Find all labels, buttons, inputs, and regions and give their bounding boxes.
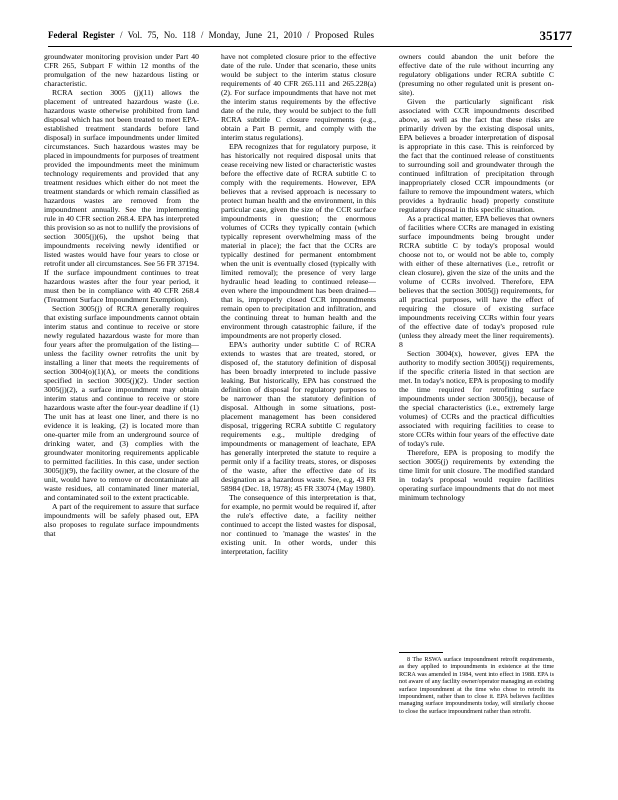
paragraph: groundwater monitoring provision under Part 40 CFR 265, Subpart F within 12 months of the promulgation of the new hazardous listing or characteristic. — [44, 52, 199, 88]
paragraph: Section 3005(j) of RCRA generally requires that existing surface impoundments cannot obtain interim status and continue to receive or store newly regulated hazardous waste for more than four years after the promulgation of the listing—unless the facility owner retrofits the unit by installing a liner that meets the requirements of section 3004(o)(1)(A), or meets the conditions specified in section 3005(j)(2). Under section 3005(j)(2), a surface impoundment may obtain interim status and continue to receive or store hazardous waste after the four-year deadline if (1) The unit has at least one liner, and there is no evidence it is leaking, (2) is located more than one-quarter mile from an underground source of drinking water, and (3) complies with the groundwater monitoring requirements applicable to permitted facilities. In this case, under section 3005(j)(9), the facility owner, at the closure of the unit, would have to remove or decontaminate all waste residues, all contaminated liner material, and contaminated soil to the extent practicable. — [44, 304, 199, 502]
paragraph: Given the particularly significant risk associated with CCR impoundments described above, as well as the fact that these risks are primarily driven by the existing disposal units, EPA believes a broader interpretation of disposal is appropriate in this case. This is reinforced by the fact that the continued release of constituents to surrounding soil and groundwater through the continued infiltration of precipitation through inappropriately closed CCR impoundments (or failure to remove the impoundment waters, which provides a hydraulic head) properly constitute regulatory disposal in this specific situation. — [399, 97, 554, 214]
paragraph: The consequence of this interpretation is that, for example, no permit would be required if, after the rule's effective date, a facility neither continued to accept the listed wastes for disposal, nor continued to 'manage the wastes' in the existing unit. In other words, under this interpretation, facility — [221, 493, 376, 556]
paragraph: owners could abandon the unit before the effective date of the rule without incurring any regulatory obligations under RCRA subtitle C (presuming no other regulated unit is present on-site). — [399, 52, 554, 97]
text-column-3 — [399, 52, 554, 502]
paragraph: Therefore, EPA is proposing to modify the section 3005(j) requirements by extending the time limit for unit closure. The modified standard in today's proposal would require facilities operating surface impoundments that do not meet minimum technology — [399, 448, 554, 502]
footnote-rule — [399, 652, 443, 653]
paragraph: Section 3004(x), however, gives EPA the authority to modify section 3005(j) requirements, if the specific criteria listed in that section are met. In today's notice, EPA is proposing to modify the time required for retrofitting surface impoundments under section 3005(j), because of the special characteristics (i.e., extremely large volumes) of CCRs and the practical difficulties associated with requiring facilities to cease to store CCRs within four years of the effective date of today's rule. — [399, 349, 554, 448]
footnote — [399, 656, 554, 715]
paragraph: RCRA section 3005 (j)(11) allows the placement of untreated hazardous waste (i.e. hazardous waste otherwise prohibited from land disposal which has not been treated to meet EPA-established treatment standards before land disposal) in surface impoundments under limited circumstances. Such hazardous wastes may be placed in impoundments for purposes of treatment provided the impoundments meet the minimum technology requirements and provided that any treatment residues which either do not meet the treatment standards or which remain classified as hazardous wastes are removed from the impoundment annually. See the implementing rule in 40 CFR section 268.4. EPA has interpreted this provision so as not to nullify the provisions of section 3005(j)(6), the upshot being that impoundments receiving newly identified or listed wastes would have four years to close or retrofit under all circumstances. See 56 FR 37194. If the surface impoundment continues to treat hazardous wastes after the four year period, it must then be in compliance with 40 CFR 268.4 (Treatment Surface Impoundment Exemption). — [44, 88, 199, 304]
text-column-1 — [44, 52, 199, 538]
paragraph: As a practical matter, EPA believes that owners of facilities where CCRs are managed in existing surface impoundments being brought under RCRA subtitle C by today's proposal would choose not to, or would not be able to, comply with either of these alternatives (i.e., retrofit or clean closure), given the size of the units and the volume of CCRs involved. Therefore, EPA believes that the section 3005(j) requirements, for all practical purposes, will have the effect of requiring the closure of existing surface impoundments receiving CCRs within four years of the effective date of today's proposed rule (unless they already meet the liner requirements). 8 — [399, 214, 554, 349]
header-rule — [48, 46, 572, 47]
paragraph: EPA's authority under subtitle C of RCRA extends to wastes that are treated, stored, or disposed of, the statutory definition of disposal has been broadly interpreted to include passive leaking. But historically, EPA has construed the definition of disposal for regulatory purposes to be narrower than the statutory definition of disposal. Although in some situations, post-placement management has been considered disposal, triggering RCRA subtitle C regulatory requirements e.g., multiple dredging of impoundments or management of leachate, EPA has generally interpreted the statute to require a permit only if a facility treats, stores, or disposes of the waste, after the effective date of its designation as a hazardous waste. See, e.g, 43 FR 58984 (Dec. 18, 1978); 45 FR 33074 (May 1980). — [221, 340, 376, 493]
page-number: 35177 — [539, 28, 572, 43]
paragraph: EPA recognizes that for regulatory purpose, it has historically not required disposal units that cease receiving new listed or characteristic wastes before the effective date of RCRA subtitle C to comply with the requirements. However, EPA believes that a revised approach is necessary to protect human health and the environment, in this particular case, given the size of the CCR surface impoundments in question; the enormous volumes of CCRs they typically contain (which typically represent overwhelming mass of the material in place); the fact that the CCRs are typically destined for permanent entombment when the unit is eventually closed (typically with limited removal); the presence of very large hydraulic head leading to continued release—even where the impoundment has been drained—that is, improperly closed CCR impoundments remain open to precipitation and infiltration, and the continuing threat to human health and the environment through catastrophic failure, if the impoundments are not properly closed. — [221, 142, 376, 340]
paragraph: have not completed closure prior to the effective date of the rule. Under that scenario, these units would be subject to the interim status closure requirements of 40 CFR 265.111 and 265.228(a)(2). For surface impoundments that have not met the interim status requirements by the effective date of the rule, they would be subject to the full RCRA subtitle C closure requirements (e.g., obtain a Part B permit, and comply with the interim status regulations). — [221, 52, 376, 142]
paragraph: A part of the requirement to assure that surface impoundments will be safely phased out, EPA also proposes to regulate surface impoundments that — [44, 502, 199, 538]
journal-name: Federal Register — [48, 30, 115, 40]
text-column-2 — [221, 52, 376, 556]
issue-info: / Vol. 75, No. 118 / Monday, June 21, 2010 / Proposed Rules — [119, 30, 374, 40]
page-header — [48, 28, 572, 44]
footnote-text: 8 The RSWA surface impoundment retrofit requirements, as they applied to impoundments in existence at the time RCRA was amended in 1984, went into effect in 1988. EPA is not aware of any facility owner/operator managing an existing surface impoundment at the time who chose to retrofit its impoundment, rather than to close it. EPA believes facilities managing surface impoundments today, will similarly choose to close the surface impoundment rather than retrofit. — [399, 656, 554, 715]
header-citation — [48, 30, 374, 40]
